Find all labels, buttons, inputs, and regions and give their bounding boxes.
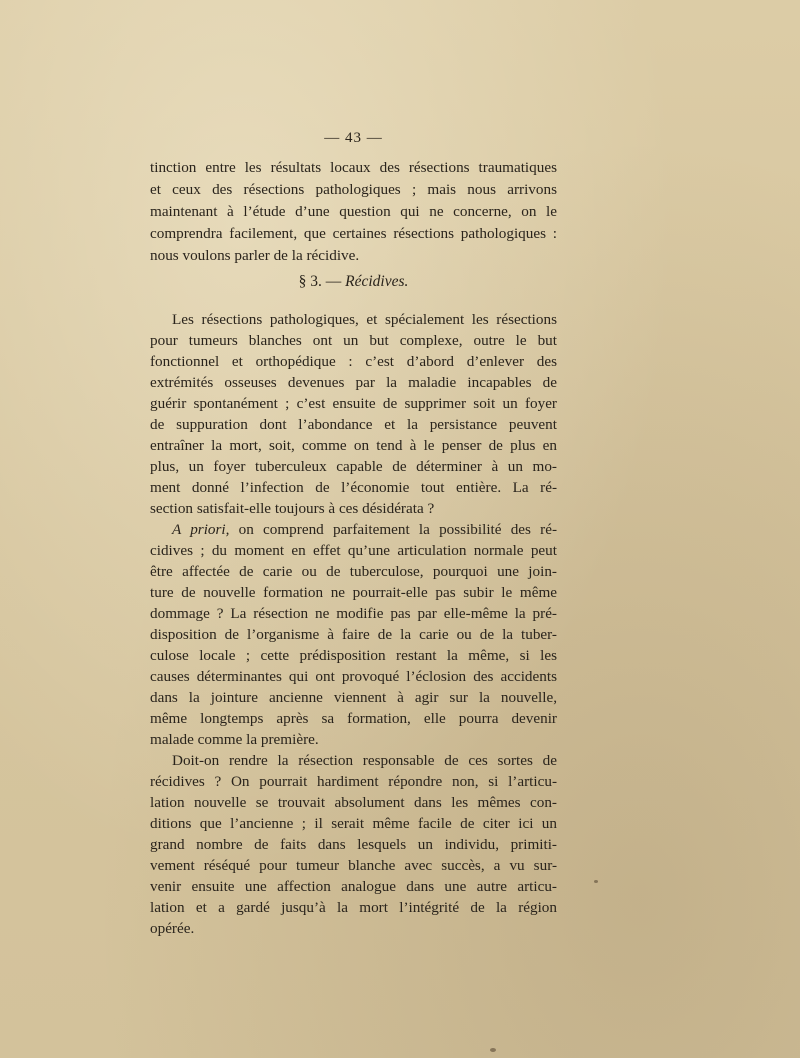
text-line: lation et a gardé jusqu’à la mort l’intégrité de la région: [150, 899, 557, 916]
section-title: Récidives.: [345, 273, 409, 290]
text-line: plus, un foyer tuberculeux capable de déterminer à un mo-: [150, 458, 557, 475]
page-content: [150, 0, 557, 1058]
text-line: même longtemps après sa formation, elle pourra devenir: [150, 710, 557, 727]
text-line: Doit-on rendre la résection responsable de ces sortes de: [172, 752, 557, 769]
text-line: section satisfait-elle toujours à ces désidérata ?: [150, 500, 435, 517]
text-line: venir ensuite une affection analogue dans une autre articu-: [150, 878, 557, 895]
text-line: lation nouvelle se trouvait absolument dans les mêmes con-: [150, 794, 557, 811]
text-line: dommage ? La résection ne modifie pas par elle-même la pré-: [150, 605, 557, 622]
page-number: — 43 —: [324, 130, 383, 146]
text-line: ture de nouvelle formation ne pourrait-elle pas subir le même: [150, 584, 557, 601]
text-line: tinction entre les résultats locaux des résections traumatiques: [150, 159, 557, 176]
text-line: grand nombre de faits dans lesquels un individu, primiti-: [150, 836, 557, 853]
paper-speck: [490, 1048, 496, 1052]
text-line: nous voulons parler de la récidive.: [150, 247, 360, 264]
text-line-rest: on comprend parfaitement la possibilité des ré-: [229, 521, 558, 538]
section-heading: [150, 273, 557, 291]
text-line: extrémités osseuses devenues par la maladie incapables de: [150, 374, 557, 391]
text-line: opérée.: [150, 920, 195, 937]
section-number: § 3. —: [298, 273, 342, 290]
text-line: vement réséqué pour tumeur blanche avec succès, a vu sur-: [150, 857, 557, 874]
text-line: pour tumeurs blanches ont un but complexe, outre le but: [150, 332, 557, 349]
text-line: maintenant à l’étude d’une question qui ne concerne, on le: [150, 203, 557, 220]
text-line: disposition de l’organisme à faire de la carie ou de la tuber-: [150, 626, 557, 643]
text-line: fonctionnel et orthopédique : c’est d’abord d’enlever des: [150, 353, 557, 370]
text-line: guérir spontanément ; c’est ensuite de supprimer soit un foyer: [150, 395, 557, 412]
text-line: [150, 520, 557, 540]
text-line: entraîner la mort, soit, comme on tend à le penser de plus en: [150, 437, 557, 454]
text-line: et ceux des résections pathologiques ; mais nous arrivons: [150, 181, 557, 198]
paper-speck: [594, 880, 598, 883]
text-line: malade comme la première.: [150, 731, 319, 748]
text-line: ment donné l’infection de l’économie tout entière. La ré-: [150, 479, 557, 496]
text-line: ditions que l’ancienne ; il serait même facile de citer ici un: [150, 815, 557, 832]
text-line: causes déterminantes qui ont provoqué l’éclosion des accidents: [150, 668, 557, 685]
text-line: comprendra facilement, que certaines résections pathologiques :: [150, 225, 557, 242]
text-line: dans la jointure ancienne viennent à agir sur la nouvelle,: [150, 689, 557, 706]
text-line: récidives ? On pourrait hardiment répondre non, si l’articu-: [150, 773, 557, 790]
text-line: culose locale ; cette prédisposition restant la même, si les: [150, 647, 557, 664]
text-line: de suppuration dont l’abondance et la persistance peuvent: [150, 416, 557, 433]
italic-lead: A priori,: [172, 521, 230, 538]
text-line: Les résections pathologiques, et spécialement les résections: [172, 311, 557, 328]
text-line: être affectée de carie ou de tuberculose, pourquoi une join-: [150, 563, 557, 580]
text-line: cidives ; du moment en effet qu’une articulation normale peut: [150, 542, 557, 559]
